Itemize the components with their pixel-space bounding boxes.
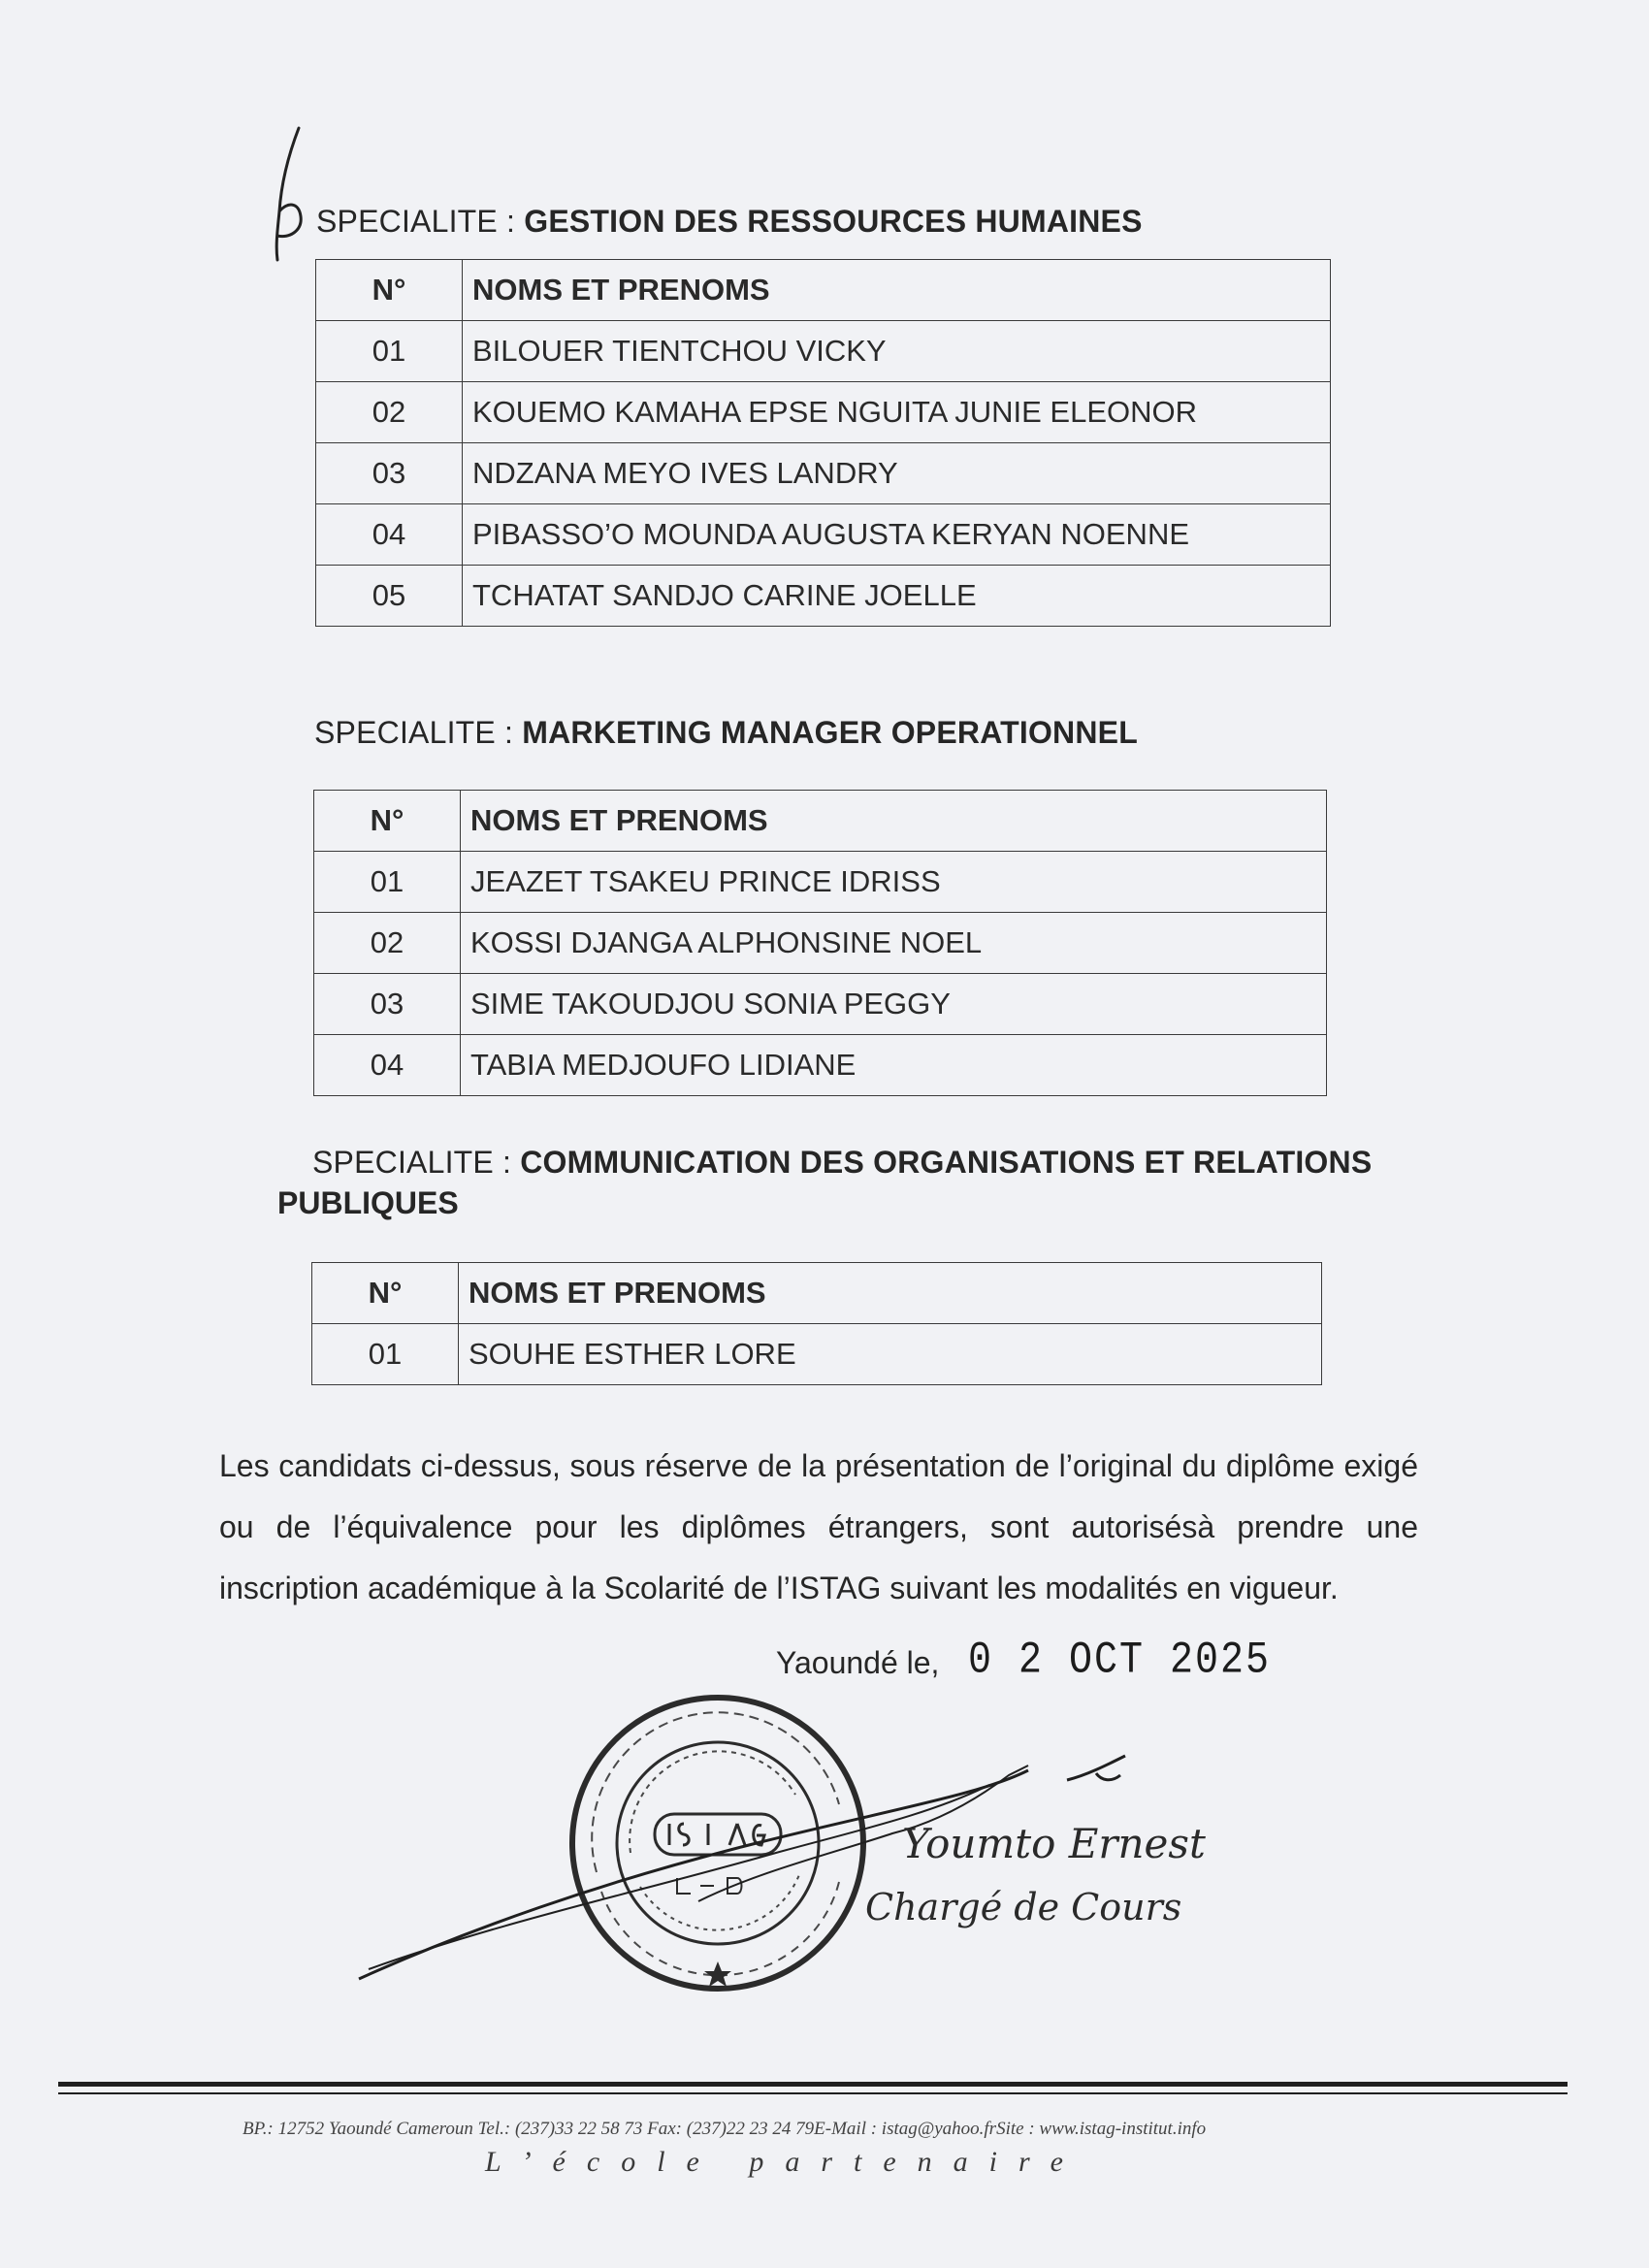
specialty-heading-marketing: [314, 715, 1138, 751]
names-column-header: NOMS ET PRENOMS: [459, 1263, 1322, 1324]
table-row: [314, 852, 1327, 913]
authorization-paragraph: Les candidats ci-dessus, sous réserve de la présentation de l’original du diplôme exigé ou de l’équivalence pour les diplômes étrangers, sont autorisésà prendre une inscription académique à la Scolarité de l’ISTAG suivant les modalités en vigueur.: [219, 1448, 1418, 1605]
date-label: Yaoundé le,: [776, 1645, 940, 1680]
date-stamp-value: 0 2 OCT 2025: [968, 1636, 1272, 1687]
row-number: 01: [314, 852, 461, 913]
specialty-name: GESTION DES RESSOURCES HUMAINES: [524, 204, 1143, 239]
student-name: KOSSI DJANGA ALPHONSINE NOEL: [461, 913, 1327, 974]
footer-rule-thick: [58, 2082, 1568, 2087]
student-name: SOUHE ESTHER LORE: [459, 1324, 1322, 1385]
number-column-header: N°: [314, 791, 461, 852]
row-number: 05: [316, 566, 463, 627]
specialty-heading-communication: [312, 1145, 1372, 1181]
students-table-marketing: [313, 790, 1327, 1096]
student-name: BILOUER TIENTCHOU VICKY: [463, 321, 1331, 382]
table-row: [316, 443, 1331, 504]
row-number: 02: [314, 913, 461, 974]
student-name: NDZANA MEYO IVES LANDRY: [463, 443, 1331, 504]
table-row: [316, 321, 1331, 382]
table-row: [314, 913, 1327, 974]
footer-motto: L’école partenaire: [485, 2146, 1084, 2178]
row-number: 04: [316, 504, 463, 566]
table-header-row: [312, 1263, 1322, 1324]
specialty-prefix: SPECIALITE :: [316, 204, 525, 239]
table-row: [316, 566, 1331, 627]
student-name: SIME TAKOUDJOU SONIA PEGGY: [461, 974, 1327, 1035]
table-header-row: [316, 260, 1331, 321]
footer-rule-thin: [58, 2092, 1568, 2094]
specialty-prefix: SPECIALITE :: [312, 1145, 521, 1180]
footer-contact-line: BP.: 12752 Yaoundé Cameroun Tel.: (237)33 22 58 73 Fax: (237)22 23 24 79E-Mail : istag@yahoo.frSite : www.istag-institut.info: [242, 2119, 1207, 2139]
row-number: 01: [312, 1324, 459, 1385]
handwritten-initial-mark: [260, 124, 318, 270]
table-row: [316, 504, 1331, 566]
table-row: [316, 382, 1331, 443]
student-name: KOUEMO KAMAHA EPSE NGUITA JUNIE ELEONOR: [463, 382, 1331, 443]
student-name: PIBASSO’O MOUNDA AUGUSTA KERYAN NOENNE: [463, 504, 1331, 566]
students-table-grh: [315, 259, 1331, 627]
row-number: 01: [316, 321, 463, 382]
students-table-communication: [311, 1262, 1322, 1385]
student-name: TABIA MEDJOUFO LIDIANE: [461, 1035, 1327, 1096]
specialty-prefix: SPECIALITE :: [314, 715, 523, 750]
signatory-role: Chargé de Cours: [865, 1886, 1182, 1928]
signatory-name: Youmto Ernest: [902, 1820, 1206, 1867]
number-column-header: N°: [312, 1263, 459, 1324]
table-row: [314, 1035, 1327, 1096]
names-column-header: NOMS ET PRENOMS: [463, 260, 1331, 321]
table-row: [314, 974, 1327, 1035]
names-column-header: NOMS ET PRENOMS: [461, 791, 1327, 852]
specialty-name-continuation: PUBLIQUES: [277, 1185, 459, 1220]
row-number: 04: [314, 1035, 461, 1096]
row-number: 03: [314, 974, 461, 1035]
number-column-header: N°: [316, 260, 463, 321]
student-name: TCHATAT SANDJO CARINE JOELLE: [463, 566, 1331, 627]
student-name: JEAZET TSAKEU PRINCE IDRISS: [461, 852, 1327, 913]
table-row: [312, 1324, 1322, 1385]
row-number: 03: [316, 443, 463, 504]
specialty-name: MARKETING MANAGER OPERATIONNEL: [522, 715, 1138, 750]
specialty-heading-grh: [316, 204, 1143, 240]
table-header-row: [314, 791, 1327, 852]
row-number: 02: [316, 382, 463, 443]
specialty-name: COMMUNICATION DES ORGANISATIONS ET RELATIONS: [520, 1145, 1373, 1180]
